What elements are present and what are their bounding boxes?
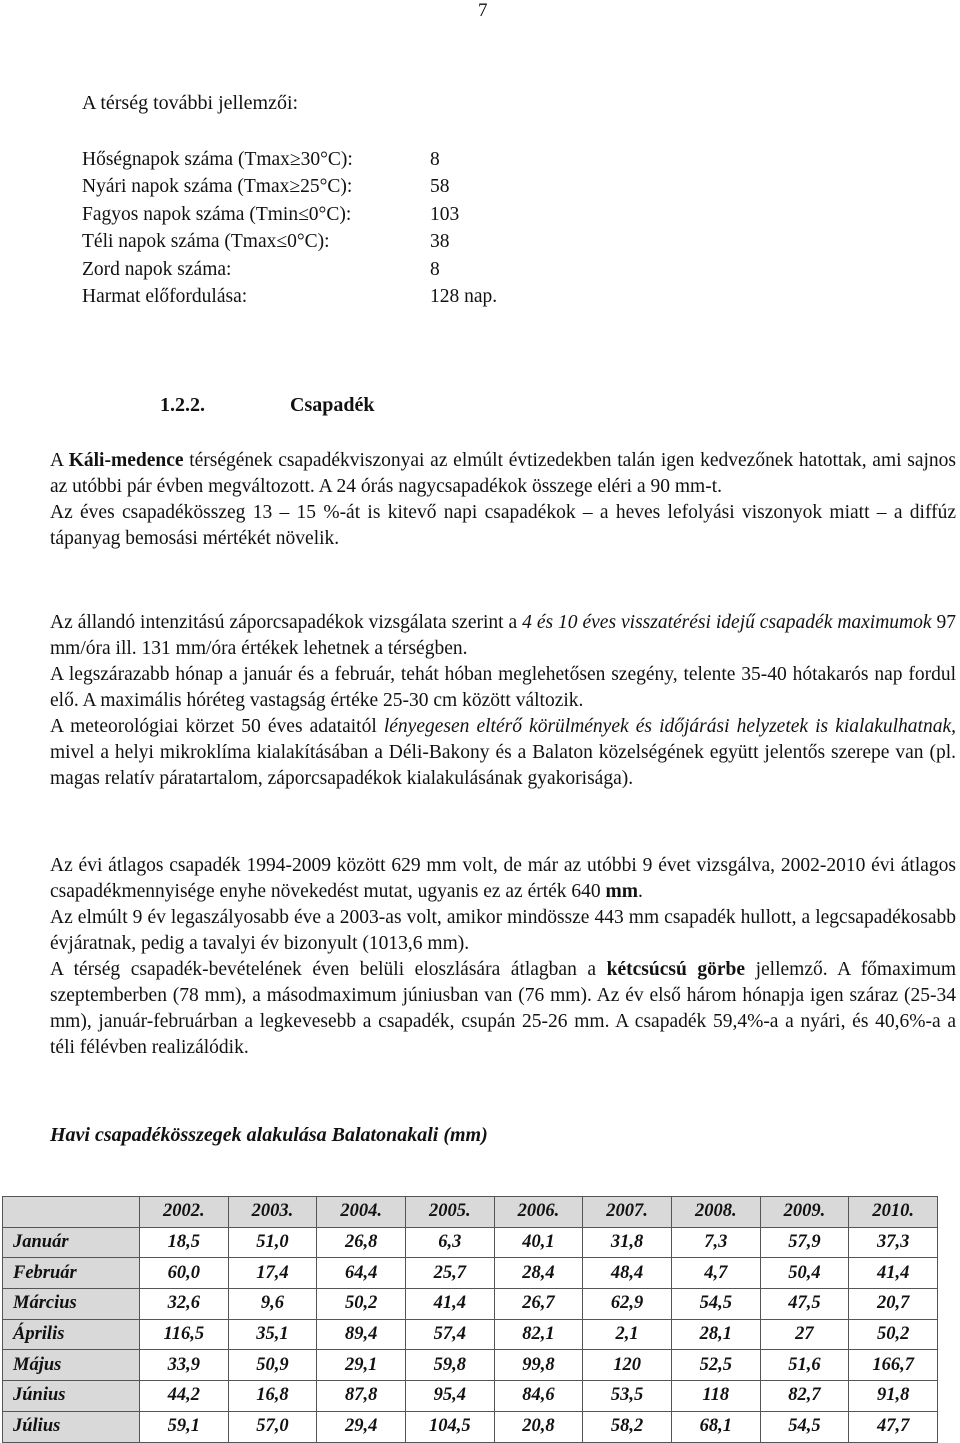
year-header: 2009. [760,1197,849,1228]
month-cell: Március [3,1289,140,1320]
value-cell: 28,1 [671,1319,760,1350]
value-cell: 41,4 [849,1258,938,1289]
text-run: 97 mm/óra ill. 131 mm/óra értékek lehetnek a térségben. [50,612,956,659]
value-cell: 4,7 [671,1258,760,1289]
value-cell: 51,0 [228,1227,317,1258]
section-number: 1.2.2. [160,394,205,416]
value-cell: 116,5 [140,1319,229,1350]
stat-label: Zord napok száma: [82,258,232,280]
value-cell: 68,1 [671,1411,760,1442]
text-run: jellemző. A főmaximum szeptemberben (78 mm), a másodmaximum júniusban van (76 mm). Az év első három hónapja igen száraz (25-34 mm), január-februárban a legkevesebb a csapadék, csupán 25-26 mm. A csapadék 59,4%-a a nyári, és 40,6%-a a téli félévben realizálódik. [50,959,957,1058]
value-cell: 120 [583,1350,672,1381]
value-cell: 31,8 [583,1227,672,1258]
value-cell: 91,8 [849,1381,938,1412]
text-run: Az éves csapadékösszeg 13 – 15 %-át is kitevő napi csapadékok – a heves lefolyási viszonyok miatt – a diffúz tápanyag bemosási mértékét növelik. [50,502,956,549]
text-run: A [50,450,69,471]
year-header: 2008. [671,1197,760,1228]
text-run: Az állandó intenzitású záporcsapadékok vizsgálata szerint a [50,612,523,633]
stat-value: 38 [430,231,450,253]
paragraph-intro [50,448,956,552]
year-header: 2005. [405,1197,494,1228]
value-cell: 6,3 [405,1227,494,1258]
month-cell: Július [3,1411,140,1442]
text-run-bold: kétcsúcsú görbe [606,959,746,980]
table-row [3,1350,938,1381]
value-cell: 9,6 [228,1289,317,1320]
value-cell: 2,1 [583,1319,672,1350]
value-cell: 41,4 [405,1289,494,1320]
year-header: 2002. [140,1197,229,1228]
stat-label: Fagyos napok száma (Tmin≤0°C): [82,203,352,225]
text-run-bold: Káli-medence [68,450,184,471]
value-cell: 84,6 [494,1381,583,1412]
stat-row [82,228,497,255]
section-heading [160,394,374,417]
value-cell: 37,3 [849,1227,938,1258]
value-cell: 59,1 [140,1411,229,1442]
value-cell: 48,4 [583,1258,672,1289]
table-header-row [3,1197,938,1228]
year-header: 2010. [849,1197,938,1228]
value-cell: 47,5 [760,1289,849,1320]
stat-row [82,201,497,228]
table-row [3,1227,938,1258]
text-run: A legszárazabb hónap a január és a február, tehát hóban meglehetősen szegény, telente 35-40 hótakarós nap fordul elő. A maximális hóréteg vastagság értéke 25-30 cm között változik. [50,664,956,711]
text-run-bold: mm [605,881,639,902]
text-run: Az évi átlagos csapadék 1994-2009 között 629 mm volt, de már az utóbbi 9 évet vizsgálva, 2002-2010 évi átlagos csapadékmennyisége enyhe növekedést mutat, ugyanis ez az érték 640 [50,855,956,902]
value-cell: 20,7 [849,1289,938,1320]
table-row [3,1411,938,1442]
value-cell: 7,3 [671,1227,760,1258]
value-cell: 60,0 [140,1258,229,1289]
text-run: térségének csapadékviszonyai az elmúlt évtizedekben talán igen kedvezőnek hatottak, ami sajnos az utóbbi pár évben megváltozott. A 24 órás nagycsapadékok összege eléri a 90 mm-t. [50,450,956,497]
characteristics-heading: A térség további jellemzői: [82,92,299,114]
value-cell: 57,0 [228,1411,317,1442]
stat-value: 58 [430,176,450,198]
stat-value: 103 [430,203,460,225]
value-cell: 87,8 [317,1381,406,1412]
stats-list [82,146,497,310]
paragraph-averages [50,853,956,1061]
value-cell: 32,6 [140,1289,229,1320]
year-header: 2006. [494,1197,583,1228]
text-run-italic: lényegesen eltérő körülmények és időjárási helyzetek is kialakulhatnak, [383,716,956,737]
value-cell: 50,2 [849,1319,938,1350]
value-cell: 50,4 [760,1258,849,1289]
value-cell: 47,7 [849,1411,938,1442]
value-cell: 17,4 [228,1258,317,1289]
value-cell: 89,4 [317,1319,406,1350]
paragraph-storms [50,610,956,792]
table-row [3,1258,938,1289]
text-run: A térség csapadék-bevételének éven belüli eloszlására átlagban a [50,959,607,980]
table-row [3,1319,938,1350]
month-cell: Február [3,1258,140,1289]
value-cell: 62,9 [583,1289,672,1320]
table-row [3,1381,938,1412]
value-cell: 29,1 [317,1350,406,1381]
value-cell: 40,1 [494,1227,583,1258]
text-run: . [638,881,643,902]
value-cell: 53,5 [583,1381,672,1412]
value-cell: 52,5 [671,1350,760,1381]
value-cell: 18,5 [140,1227,229,1258]
section-title: Csapadék [290,394,375,416]
stat-value: 128 nap. [430,285,498,307]
stat-value: 8 [430,149,440,170]
table-title: Havi csapadékösszegek alakulása Balatonakali (mm) [50,1124,488,1146]
value-cell: 26,8 [317,1227,406,1258]
value-cell: 35,1 [228,1319,317,1350]
value-cell: 26,7 [494,1289,583,1320]
year-header: 2003. [228,1197,317,1228]
value-cell: 51,6 [760,1350,849,1381]
value-cell: 27 [760,1319,849,1350]
year-header: 2004. [317,1197,406,1228]
precipitation-table [2,1196,938,1443]
value-cell: 44,2 [140,1381,229,1412]
value-cell: 25,7 [405,1258,494,1289]
stat-label: Hőségnapok száma (Tmax≥30°C): [82,149,353,170]
text-run-italic: 4 és 10 éves visszatérési idejű csapadék maximumok [522,612,932,633]
value-cell: 29,4 [317,1411,406,1442]
value-cell: 33,9 [140,1350,229,1381]
value-cell: 58,2 [583,1411,672,1442]
month-cell: Április [3,1319,140,1350]
value-cell: 95,4 [405,1381,494,1412]
stat-row [82,283,497,310]
text-run: A meteorológiai körzet 50 éves adataitól [50,716,384,737]
value-cell: 59,8 [405,1350,494,1381]
stat-label: Téli napok száma (Tmax≤0°C): [82,231,330,253]
month-cell: Június [3,1381,140,1412]
stat-value: 8 [430,258,440,280]
value-cell: 82,1 [494,1319,583,1350]
value-cell: 64,4 [317,1258,406,1289]
value-cell: 118 [671,1381,760,1412]
value-cell: 54,5 [671,1289,760,1320]
value-cell: 50,9 [228,1350,317,1381]
value-cell: 166,7 [849,1350,938,1381]
page-number: 7 [478,0,488,21]
value-cell: 57,4 [405,1319,494,1350]
value-cell: 82,7 [760,1381,849,1412]
value-cell: 16,8 [228,1381,317,1412]
value-cell: 57,9 [760,1227,849,1258]
value-cell: 28,4 [494,1258,583,1289]
stat-label: Nyári napok száma (Tmax≥25°C): [82,176,353,198]
table-corner [3,1197,140,1228]
month-cell: Január [3,1227,140,1258]
stat-row [82,146,497,173]
month-cell: Május [3,1350,140,1381]
value-cell: 104,5 [405,1411,494,1442]
value-cell: 54,5 [760,1411,849,1442]
table-row [3,1289,938,1320]
stat-label: Harmat előfordulása: [82,285,248,307]
text-run: Az elmúlt 9 év legaszályosabb éve a 2003-as volt, amikor mindössze 443 mm csapadék hullott, a legcsapadékosabb évjáratnak, pedig a tavalyi év bizonyult (1013,6 mm). [50,907,956,954]
stat-row [82,256,497,283]
value-cell: 99,8 [494,1350,583,1381]
year-header: 2007. [583,1197,672,1228]
stat-row [82,173,497,200]
value-cell: 20,8 [494,1411,583,1442]
value-cell: 50,2 [317,1289,406,1320]
text-run: mivel a helyi mikroklíma kialakításában a Déli-Bakony és a Balaton közelségének együtt jelentős szerepe van (pl. magas relatív páratartalom, záporcsapadékok kialakulásának gyakorisága). [50,742,956,789]
